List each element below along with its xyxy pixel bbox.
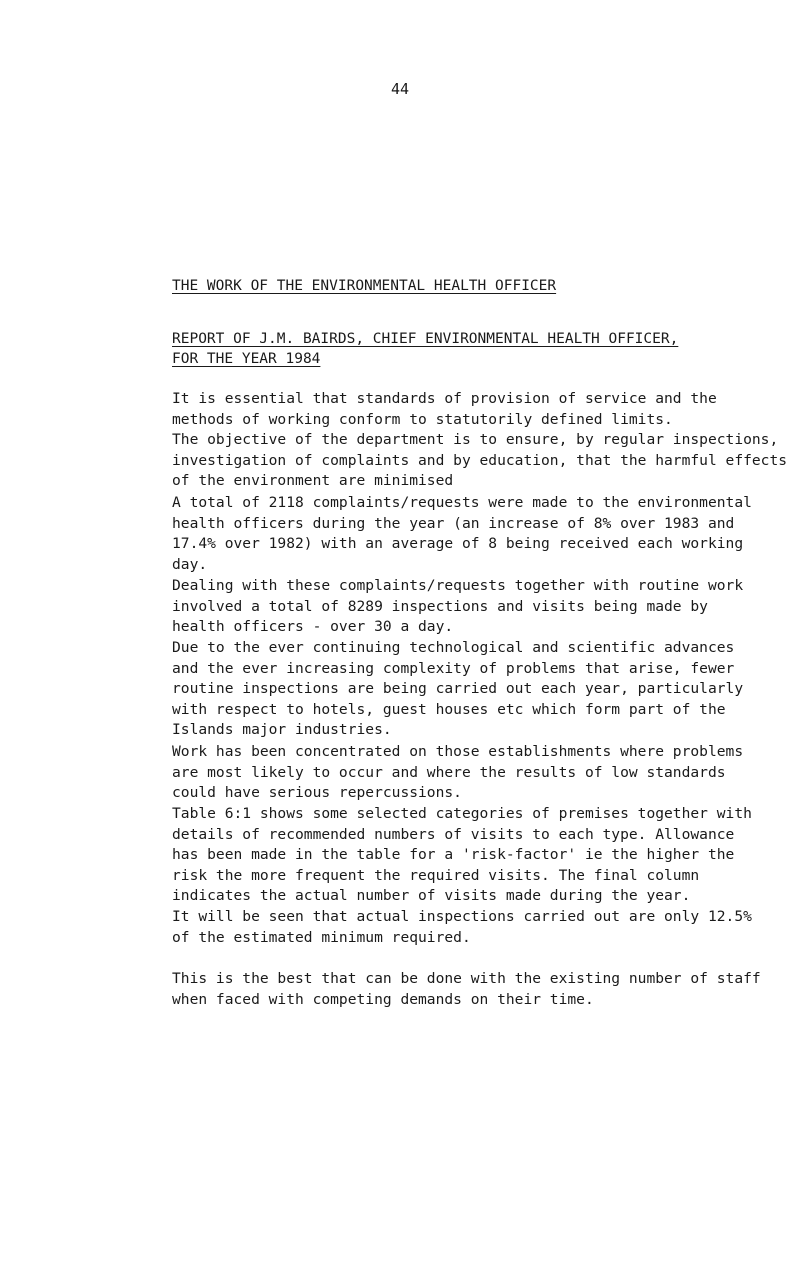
paragraph-inspections-total: Dealing with these complaints/requests together with routine work involved a total of 8289 inspections and visits being made by health officers - over 30 a day. (172, 577, 744, 635)
report-heading-line-1 (172, 329, 678, 349)
main-title (172, 276, 556, 296)
paragraph-objectives: It is essential that standards of provision of service and the methods of working conform to statutorily defined limits. The objective of the department is to ensure, by regular inspections, investigation of complaints and by education, that the harmful effects of the environment are minimised (172, 390, 788, 489)
page-number: 44 (390, 80, 410, 98)
report-heading-line-1-text: REPORT OF J.M. BAIRDS, CHIEF ENVIRONMENTAL HEALTH OFFICER, (172, 331, 679, 347)
report-heading-line-2-text: FOR THE YEAR 1984 (172, 351, 321, 367)
paragraph-technological-advances: Due to the ever continuing technological and scientific advances and the ever increasing complexity of problems that arise, fewer routine inspections are being carried out each year, particularly with respect to hotels, guest houses etc which form part of the Islands major industries. (172, 639, 744, 738)
paragraph-inspection-rate: It will be seen that actual inspections carried out are only 12.5% of the estimated minimum required. (172, 908, 752, 946)
paragraph-concentrated-work: Work has been concentrated on those establishments where problems are most likely to occur and where the results of low standards could have serious repercussions. (172, 743, 744, 801)
report-heading-line-2 (172, 349, 320, 369)
paragraph-staff-limits: This is the best that can be done with the existing number of staff when faced with competing demands on their time. (172, 970, 761, 1008)
paragraph-table-reference: Table 6:1 shows some selected categories of premises together with details of recommended numbers of visits to each type. Allowance has been made in the table for a 'risk-factor' ie the higher the risk the more frequent the required visits. The final column indicates the actual number of visits made during the year. (172, 805, 752, 904)
paragraph-complaints-total: A total of 2118 complaints/requests were made to the environmental health officers during the year (an increase of 8% over 1983 and 17.4% over 1982) with an average of 8 being received each working day. (172, 494, 752, 573)
main-title-text: THE WORK OF THE ENVIRONMENTAL HEALTH OFFICER (172, 278, 557, 294)
